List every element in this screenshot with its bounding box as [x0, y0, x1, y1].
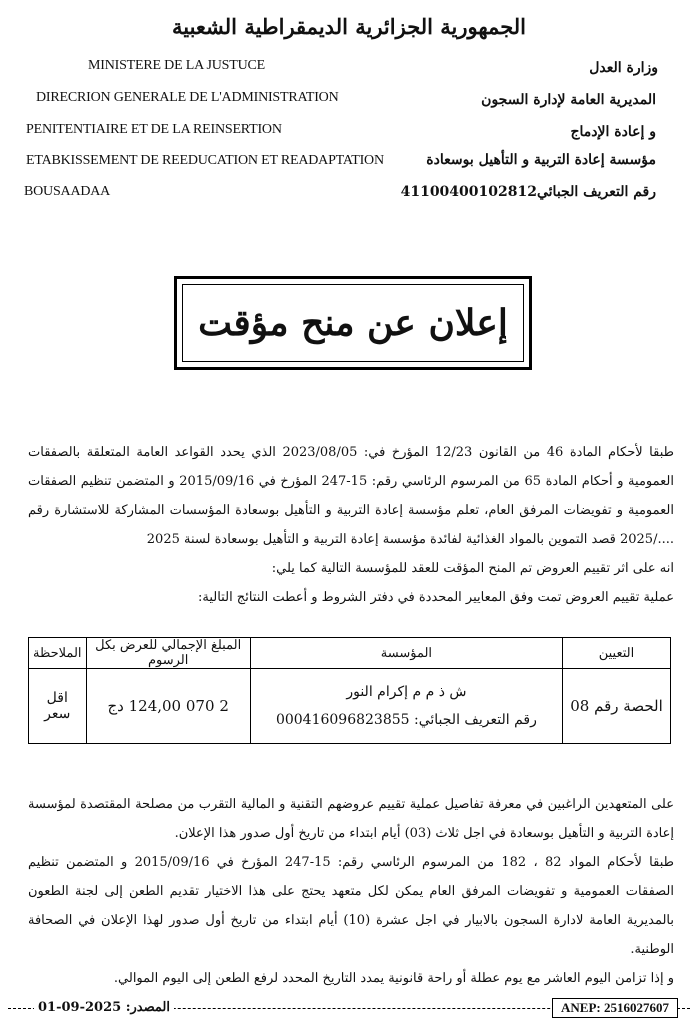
footer-source-date: المصدر: 2025-09-01 — [34, 1000, 174, 1015]
closing-paragraph-2: طبقا لأحكام المواد 82 ، 182 من المرسوم الرئاسي رقم: 15-247 المؤرخ في 2015/09/16 و المتضمن تنظيم الصفقات العمومية و تفويضات المرفق العام يمكن لكل متعهد يحتج على هذا الاختيار تقديم الطعن إلى لجنة الطعون بالمديرية العامة لادارة السجون بالابيار في اجل عشرة (10) أيام ابتداء من تاريخ أول صدور لهذا الإعلان في الصحافة الوطنية. — [28, 855, 674, 957]
results-table — [28, 637, 671, 744]
closing-section — [28, 790, 674, 993]
establishment-fr: ETABKISSEMENT DE REEDUCATION ET READAPTATION — [26, 153, 384, 168]
announcement-banner — [174, 276, 532, 370]
closing-paragraph-1: على المتعهدين الراغبين في معرفة تفاصيل عملية تقييم عروضهم التقنية و المالية التقرب من مصلحة المقتصدة لمؤسسة إعادة التربية و التأهيل بوسعادة في اجل ثلاث (03) أيام ابتداء من تاريخ أول صدور هذا الإعلان. — [28, 797, 674, 841]
header-designation: التعيين — [563, 638, 671, 669]
table-row — [29, 669, 671, 744]
header-amount: المبلغ الإجمالي للعرض بكل الرسوم — [86, 638, 250, 669]
city-fr: BOUSAADAA — [24, 184, 111, 199]
cell-amount: 2 070 124,00 دج — [86, 669, 250, 744]
table-header-row — [29, 638, 671, 669]
evaluation-statement: عملية تقييم العروض تمت وفق المعايير المحددة في دفتر الشروط و أعطت النتائج التالية: — [197, 590, 674, 605]
reintegration-ar: و إعادة الإدماج — [570, 124, 656, 140]
penitentiary-fr: PENITENTIAIRE ET DE LA REINSERTION — [26, 122, 282, 137]
cell-company — [250, 669, 562, 744]
direction-ar: المديرية العامة لإدارة السجون — [481, 92, 656, 108]
intro-section — [28, 438, 674, 612]
company-tax-id: رقم التعريف الجبائي: 000416096823855 — [275, 712, 537, 728]
ministry-ar: وزارة العدل — [589, 60, 658, 76]
ministry-fr: MINISTERE DE LA JUSTUCE — [88, 58, 266, 73]
tax-id-ar: رقم التعريف الجبائي41100400102812 — [400, 184, 656, 200]
footer-anep-reference: ANEP: 2516027607 — [552, 998, 678, 1018]
announcement-title: إعلان عن منح مؤقت — [182, 284, 524, 362]
intro-paragraph: طبقا لأحكام المادة 46 من القانون 12/23 المؤرخ في: 2023/08/05 الذي يحدد القواعد العامة المتعلقة بالصفقات العمومية و أحكام المادة 65 من المرسوم الرئاسي رقم: 15-247 المؤرخ في 2015/09/16 و المتضمن تنظيم الصفقات العمومية و تفويضات المرفق العام، تعلم مؤسسة إعادة التربية و التأهيل بوسعادة المؤسسات المشاركة للاستشارة رقم ..../2025 قصد التموين بالمواد الغذائية لفائدة مؤسسة إعادة التربية و التأهيل بوسعادة لسنة 2025 — [28, 445, 674, 547]
establishment-ar: مؤسسة إعادة التربية و التأهيل بوسعادة — [426, 152, 656, 168]
header-company: المؤسسة — [250, 638, 562, 669]
company-name: ش ذ م م إكرام النور — [346, 684, 467, 700]
cell-designation: الحصة رقم 08 — [563, 669, 671, 744]
header-note: الملاحظة — [29, 638, 87, 669]
republic-title: الجمهورية الجزائرية الديمقراطية الشعبية — [171, 14, 526, 39]
award-statement: انه على اثر تقييم العروض تم المنح المؤقت للعقد للمؤسسة التالية كما يلي: — [271, 561, 674, 576]
closing-paragraph-3: و إذا تزامن اليوم العاشر مع يوم عطلة أو راحة قانونية يمدد التاريخ المحدد لرفع الطعن إلى اليوم الموالي. — [113, 971, 674, 986]
cell-note: اقل سعر — [29, 669, 87, 744]
direction-fr: DIRECRION GENERALE DE L'ADMINISTRATION — [36, 90, 339, 105]
